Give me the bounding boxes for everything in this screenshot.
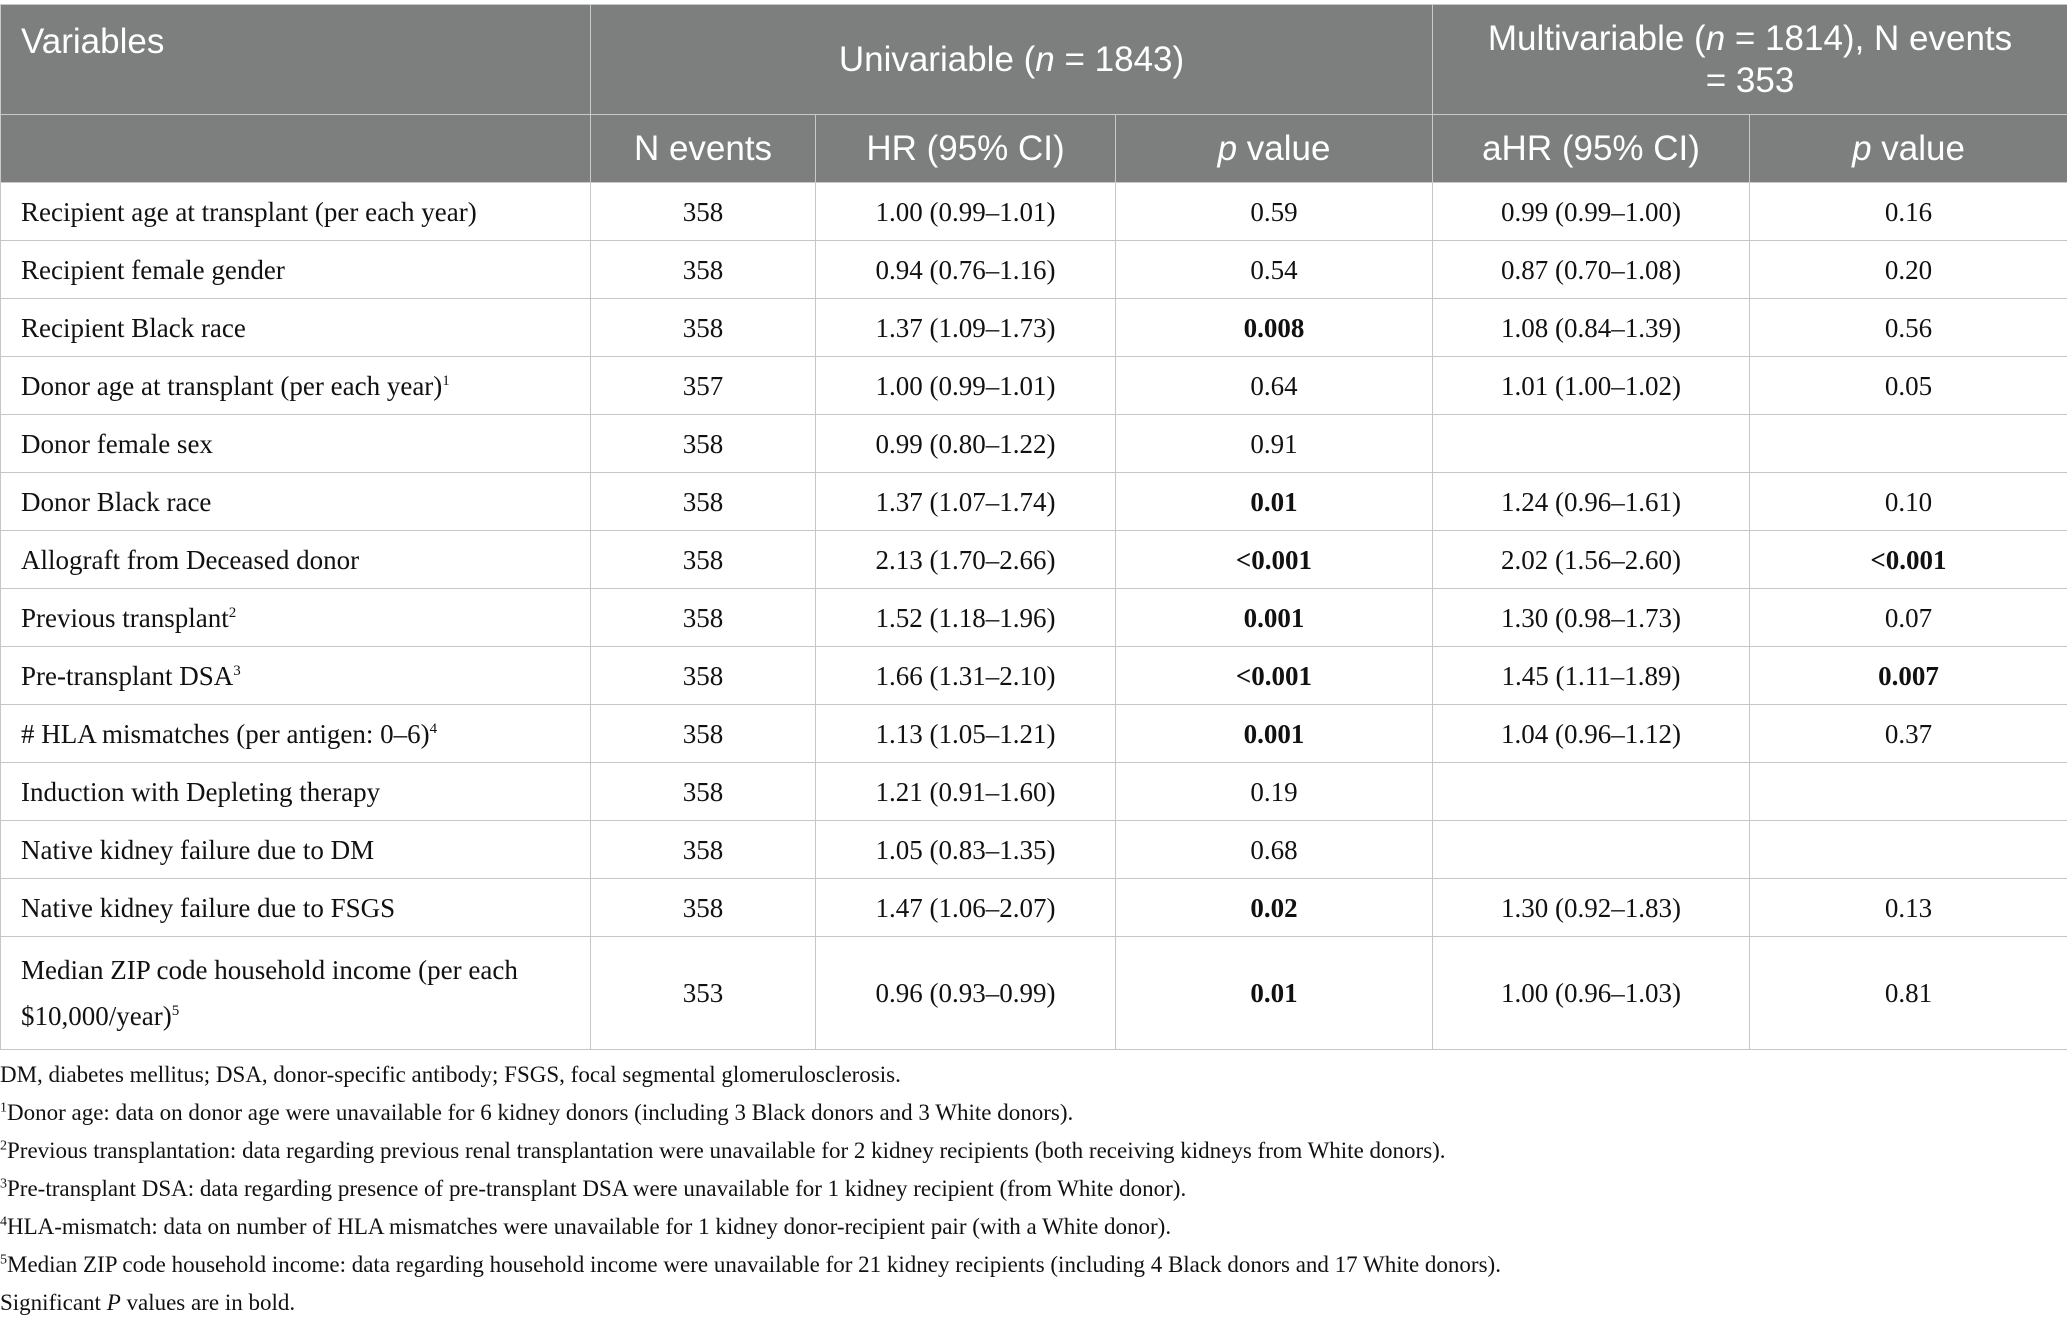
univariable-prefix: Univariable ( [839,40,1035,79]
adjusted-p-value-header-rest: value [1872,129,1965,168]
p-value-header [1116,115,1433,183]
variable-cell [1,241,591,299]
abbreviations-note: DM, diabetes mellitus; DSA, donor-specific antibody; FSGS, focal segmental glomerulosclerosis. [0,1056,2060,1094]
adjusted-p-value-cell-text: 0.007 [1878,661,1939,691]
table-row [1,763,2067,821]
p-value-cell [1116,705,1433,763]
p-value-cell-text: 0.02 [1250,893,1297,923]
multivariable-suffix: = 1814), N events = 353 [1706,19,2012,100]
hr-cell [816,879,1116,937]
p-value-cell-text: 0.001 [1244,603,1305,633]
ahr-cell [1433,647,1750,705]
variable-cell-text: Donor age at transplant (per each year) [21,371,442,401]
n-events-cell [591,937,816,1050]
p-value-cell-text: 0.68 [1250,835,1297,865]
adjusted-p-value-cell [1750,241,2067,299]
variable-cell [1,183,591,241]
variable-cell-text: Native kidney failure due to DM [21,835,374,865]
adjusted-p-value-cell-text: 0.13 [1885,893,1932,923]
n-events-cell-text: 358 [683,313,724,343]
table-row [1,937,2067,1050]
variable-cell [1,647,591,705]
p-value-cell [1116,879,1433,937]
p-value-cell-text: 0.19 [1250,777,1297,807]
variable-cell-text: Pre-transplant DSA [21,661,233,691]
ahr-cell [1433,415,1750,473]
hr-cell-text: 2.13 (1.70–2.66) [876,545,1056,575]
n-events-cell [591,357,816,415]
hr-cell [816,299,1116,357]
variable-cell [1,705,591,763]
hr-cell-text: 0.94 (0.76–1.16) [876,255,1056,285]
n-events-cell-text: 358 [683,777,724,807]
p-value-cell-text: 0.01 [1250,487,1297,517]
n-events-cell-text: 358 [683,197,724,227]
p-value-cell [1116,183,1433,241]
hr-cell-text: 1.00 (0.99–1.01) [876,197,1056,227]
footnote [0,1246,2060,1284]
ahr-cell [1433,357,1750,415]
n-events-cell-text: 358 [683,661,724,691]
ahr-cell [1433,299,1750,357]
p-value-cell-text: 0.008 [1244,313,1305,343]
ahr-cell [1433,821,1750,879]
adjusted-p-value-cell [1750,821,2067,879]
ahr-cell [1433,183,1750,241]
adjusted-p-value-cell-text: 0.05 [1885,371,1932,401]
hr-cell-text: 1.37 (1.09–1.73) [876,313,1056,343]
p-value-cell [1116,241,1433,299]
ahr-cell [1433,531,1750,589]
adjusted-p-value-cell [1750,531,2067,589]
ahr-cell-text: 1.24 (0.96–1.61) [1501,487,1681,517]
adjusted-p-value-cell-text: 0.37 [1885,719,1932,749]
footnote-text: Pre-transplant DSA: data regarding presence of pre-transplant DSA were unavailable for 1 kidney recipient (from White donor). [7,1176,1186,1201]
adjusted-p-value-cell [1750,183,2067,241]
ahr-cell [1433,241,1750,299]
variable-cell-text: Recipient female gender [21,255,285,285]
adjusted-p-value-cell-text: 0.10 [1885,487,1932,517]
n-events-cell-text: 358 [683,545,724,575]
table-row [1,183,2067,241]
n-events-cell [591,299,816,357]
n-events-cell [591,589,816,647]
footnote [0,1170,2060,1208]
hr-cell [816,531,1116,589]
ahr-cell-text: 0.99 (0.99–1.00) [1501,197,1681,227]
adjusted-p-value-cell-text: 0.07 [1885,603,1932,633]
significance-note [0,1284,2060,1322]
header-row-group [1,5,2067,115]
footnote-text: HLA-mismatch: data on number of HLA mismatches were unavailable for 1 kidney donor-recipient pair (with a White donor). [7,1214,1171,1239]
univariable-n: n [1035,40,1054,79]
hr-cell-text: 1.21 (0.91–1.60) [876,777,1056,807]
adjusted-p-value-cell [1750,763,2067,821]
footnote [0,1208,2060,1246]
n-events-cell [591,241,816,299]
adjusted-p-value-cell [1750,589,2067,647]
variable-cell-text: Recipient age at transplant (per each year) [21,197,477,227]
adjusted-p-value-cell-text: <0.001 [1870,545,1946,575]
hr-cell [816,183,1116,241]
variable-cell-text: Allograft from Deceased donor [21,545,359,575]
variable-cell [1,937,591,1050]
hr-cell [816,357,1116,415]
ahr-header: aHR (95% CI) [1433,115,1750,183]
hr-cell-text: 1.13 (1.05–1.21) [876,719,1056,749]
adjusted-p-value-cell-text: 0.56 [1885,313,1932,343]
footnote-mark: 2 [0,1138,7,1153]
variable-cell [1,531,591,589]
ahr-cell-text: 1.30 (0.92–1.83) [1501,893,1681,923]
adjusted-p-value-cell [1750,415,2067,473]
table-row [1,705,2067,763]
table-row [1,531,2067,589]
footnote-text: Previous transplantation: data regarding previous renal transplantation were unavailable for 2 kidney recipients (both receiving kidneys from White donors). [7,1138,1446,1163]
footnote-mark: 4 [0,1214,7,1229]
n-events-cell-text: 353 [683,978,724,1008]
adjusted-p-value-cell [1750,705,2067,763]
table-row [1,299,2067,357]
variables-header: Variables [1,5,591,115]
footnote-marker: 4 [430,721,438,737]
hr-cell [816,241,1116,299]
n-events-cell [591,531,816,589]
n-events-cell-text: 357 [683,371,724,401]
n-events-cell [591,821,816,879]
adjusted-p-value-cell [1750,299,2067,357]
footnote [0,1094,2060,1132]
multivariable-n: n [1706,19,1725,58]
footnote [0,1132,2060,1170]
significance-italic: P [107,1290,121,1315]
hr-cell-text: 1.52 (1.18–1.96) [876,603,1056,633]
p-value-cell-text: <0.001 [1236,661,1312,691]
n-events-cell-text: 358 [683,603,724,633]
hr-cell [816,821,1116,879]
ahr-cell-text: 1.45 (1.11–1.89) [1502,661,1681,691]
variable-cell-text: Previous transplant [21,603,229,633]
ahr-cell-text: 1.00 (0.96–1.03) [1501,978,1681,1008]
variable-cell-text: Donor Black race [21,487,211,517]
hr-cell [816,647,1116,705]
p-value-cell [1116,763,1433,821]
n-events-cell [591,879,816,937]
univariable-suffix: = 1843) [1055,40,1184,79]
hr-cell-text: 1.37 (1.07–1.74) [876,487,1056,517]
ahr-cell-text: 2.02 (1.56–2.60) [1501,545,1681,575]
variable-cell [1,415,591,473]
footnote-marker: 2 [229,605,237,621]
hr-cell-text: 1.05 (0.83–1.35) [876,835,1056,865]
hr-cell [816,705,1116,763]
ahr-cell-text: 1.04 (0.96–1.12) [1501,719,1681,749]
variable-cell [1,589,591,647]
ahr-cell [1433,937,1750,1050]
n-events-cell [591,183,816,241]
adjusted-p-value-cell-text: 0.20 [1885,255,1932,285]
hr-cell-text: 0.96 (0.93–0.99) [876,978,1056,1008]
variable-cell-text: Donor female sex [21,429,213,459]
variable-cell [1,879,591,937]
footnote-mark: 1 [0,1100,7,1115]
hr-cell-text: 0.99 (0.80–1.22) [876,429,1056,459]
table-row [1,879,2067,937]
hr-cell [816,415,1116,473]
footnotes-list [0,1094,2060,1284]
footnote-text: Median ZIP code household income: data regarding household income were unavailable for 21 kidney recipients (including 4 Black donors and 17 White donors). [7,1252,1501,1277]
p-value-cell [1116,415,1433,473]
p-value-cell [1116,531,1433,589]
n-events-cell-text: 358 [683,719,724,749]
table-row [1,241,2067,299]
ahr-cell [1433,879,1750,937]
adjusted-p-value-cell [1750,879,2067,937]
p-value-cell-text: 0.01 [1250,978,1297,1008]
n-events-cell-text: 358 [683,255,724,285]
footnote-mark: 3 [0,1176,7,1191]
ahr-cell-text: 1.30 (0.98–1.73) [1501,603,1681,633]
n-events-cell [591,415,816,473]
n-events-cell [591,473,816,531]
variable-cell-text: # HLA mismatches (per antigen: 0–6) [21,719,430,749]
p-value-header-italic: p [1218,129,1237,168]
p-value-cell-text: 0.91 [1250,429,1297,459]
hr-cell [816,589,1116,647]
hr-cell-text: 1.47 (1.06–2.07) [876,893,1056,923]
table-notes [0,1056,2060,1322]
p-value-cell [1116,357,1433,415]
n-events-cell-text: 358 [683,835,724,865]
table-row [1,357,2067,415]
adjusted-p-value-header [1750,115,2067,183]
results-table [0,4,2067,1050]
header-row-columns [1,115,2067,183]
p-value-cell [1116,821,1433,879]
table-row [1,415,2067,473]
footnote-marker: 5 [172,1003,180,1019]
footnote-marker: 1 [442,373,450,389]
adjusted-p-value-cell [1750,357,2067,415]
ahr-cell [1433,705,1750,763]
p-value-cell-text: 0.64 [1250,371,1297,401]
variable-cell-text: Median ZIP code household income (per each $10,000/year) [21,955,518,1031]
p-value-cell-text: 0.54 [1250,255,1297,285]
table-body [1,183,2067,1050]
adjusted-p-value-cell-text: 0.81 [1885,978,1932,1008]
adjusted-p-value-cell [1750,473,2067,531]
adjusted-p-value-header-italic: p [1852,129,1871,168]
hr-cell [816,937,1116,1050]
p-value-cell [1116,647,1433,705]
footnote-text: Donor age: data on donor age were unavailable for 6 kidney donors (including 3 Black donors and 3 White donors). [7,1100,1073,1125]
variable-cell [1,473,591,531]
p-value-cell-text: <0.001 [1236,545,1312,575]
hr-header: HR (95% CI) [816,115,1116,183]
hr-cell-text: 1.66 (1.31–2.10) [876,661,1056,691]
multivariable-prefix: Multivariable ( [1488,19,1706,58]
hr-cell [816,473,1116,531]
p-value-cell [1116,299,1433,357]
variable-cell [1,821,591,879]
ahr-cell-text: 0.87 (0.70–1.08) [1501,255,1681,285]
p-value-cell [1116,937,1433,1050]
ahr-cell-text: 1.01 (1.00–1.02) [1501,371,1681,401]
variable-cell-text: Induction with Depleting therapy [21,777,380,807]
adjusted-p-value-cell [1750,647,2067,705]
ahr-cell [1433,589,1750,647]
variable-cell-text: Recipient Black race [21,313,246,343]
p-value-cell [1116,473,1433,531]
table-row [1,589,2067,647]
footnote-marker: 3 [233,663,241,679]
n-events-cell-text: 358 [683,487,724,517]
footnote-mark: 5 [0,1252,7,1267]
n-events-cell [591,647,816,705]
significance-prefix: Significant [0,1290,107,1315]
empty-header-cell [1,115,591,183]
hr-cell-text: 1.00 (0.99–1.01) [876,371,1056,401]
variable-cell [1,357,591,415]
multivariable-header [1433,5,2067,115]
variable-cell [1,763,591,821]
table-row [1,473,2067,531]
p-value-cell-text: 0.59 [1250,197,1297,227]
p-value-cell-text: 0.001 [1244,719,1305,749]
ahr-cell [1433,763,1750,821]
p-value-cell [1116,589,1433,647]
n-events-cell [591,705,816,763]
n-events-cell-text: 358 [683,893,724,923]
variable-cell [1,299,591,357]
adjusted-p-value-cell-text: 0.16 [1885,197,1932,227]
table-row [1,647,2067,705]
significance-suffix: values are in bold. [121,1290,295,1315]
adjusted-p-value-cell [1750,937,2067,1050]
hr-cell [816,763,1116,821]
ahr-cell-text: 1.08 (0.84–1.39) [1501,313,1681,343]
variable-cell-text: Native kidney failure due to FSGS [21,893,395,923]
n-events-header: N events [591,115,816,183]
p-value-header-rest: value [1237,129,1330,168]
n-events-cell-text: 358 [683,429,724,459]
univariable-header [591,5,1433,115]
n-events-cell [591,763,816,821]
ahr-cell [1433,473,1750,531]
table-row [1,821,2067,879]
